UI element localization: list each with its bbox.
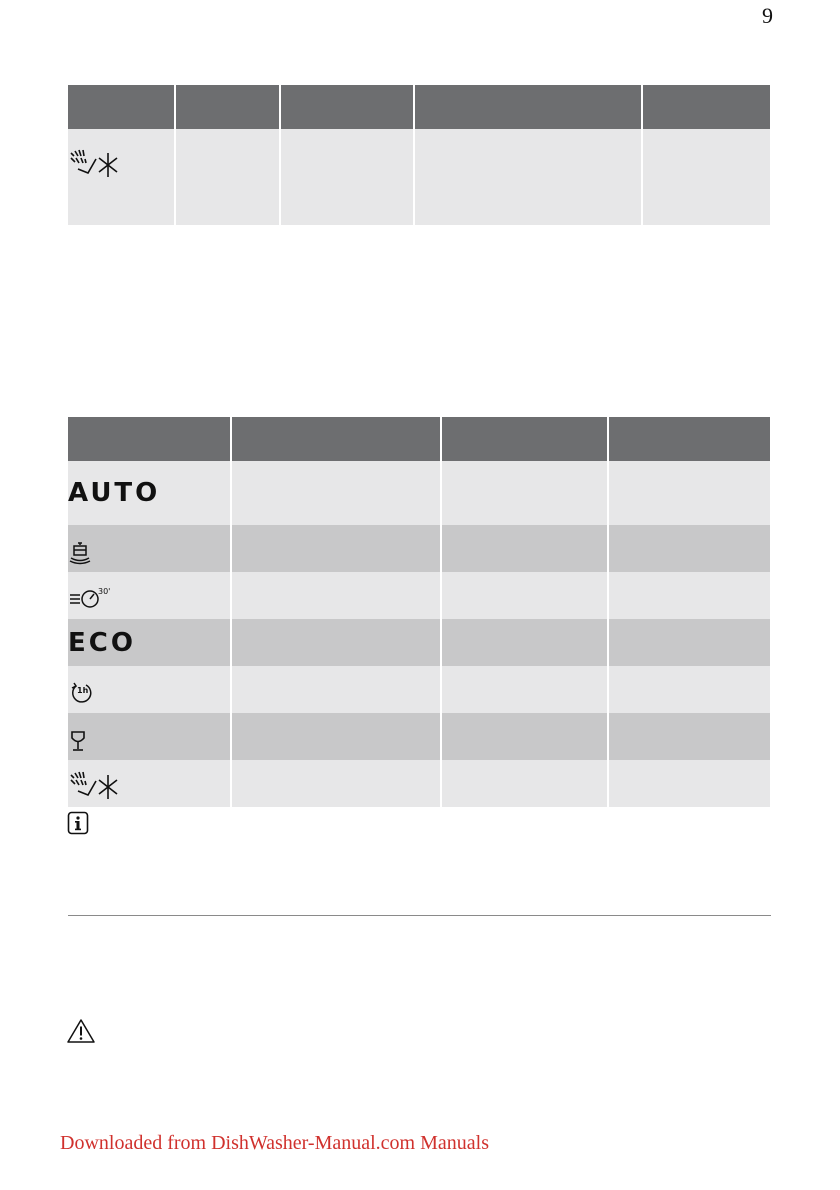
column-header <box>643 85 770 129</box>
table-header-row <box>68 417 770 461</box>
glass-icon <box>68 729 88 753</box>
info-icon <box>67 811 89 835</box>
eco-symbol: ECO <box>68 627 136 658</box>
rinse-and-hold-icon <box>68 771 132 801</box>
column-header <box>281 85 415 129</box>
table-row <box>68 666 770 713</box>
table-row <box>68 572 770 619</box>
column-header <box>176 85 281 129</box>
symbol-cell <box>68 666 232 713</box>
footer-download-link[interactable]: Downloaded from DishWasher-Manual.com Manuals <box>60 1132 489 1154</box>
column-header <box>442 417 609 461</box>
svg-text:1h: 1h <box>77 686 89 695</box>
column-header <box>68 85 176 129</box>
table-row <box>68 760 770 807</box>
symbol-cell <box>68 619 232 666</box>
table-row <box>68 713 770 760</box>
table-row <box>68 129 770 225</box>
rinse-programme-table <box>68 85 770 225</box>
page-number: 9 <box>762 3 773 28</box>
symbol-cell <box>68 525 232 572</box>
programme-values-table <box>68 417 770 807</box>
symbol-cell <box>68 713 232 760</box>
symbol-cell <box>68 572 232 619</box>
symbol-cell <box>68 461 232 525</box>
rinse-and-hold-icon <box>68 147 132 183</box>
table-header-row <box>68 85 770 129</box>
column-header <box>232 417 442 461</box>
column-header <box>415 85 643 129</box>
auto-symbol: AUTO <box>68 478 161 508</box>
svg-text:30': 30' <box>98 587 111 596</box>
column-header <box>68 417 232 461</box>
table-row <box>68 461 770 525</box>
table-row <box>68 619 770 666</box>
quick-30-icon <box>68 584 120 612</box>
symbol-cell <box>68 760 232 807</box>
one-hour-icon <box>68 680 94 706</box>
intensive-pot-icon <box>68 540 92 566</box>
symbol-cell <box>68 129 176 225</box>
column-header <box>609 417 770 461</box>
warning-icon <box>66 1018 96 1044</box>
table-row <box>68 525 770 572</box>
section-divider <box>68 915 771 916</box>
